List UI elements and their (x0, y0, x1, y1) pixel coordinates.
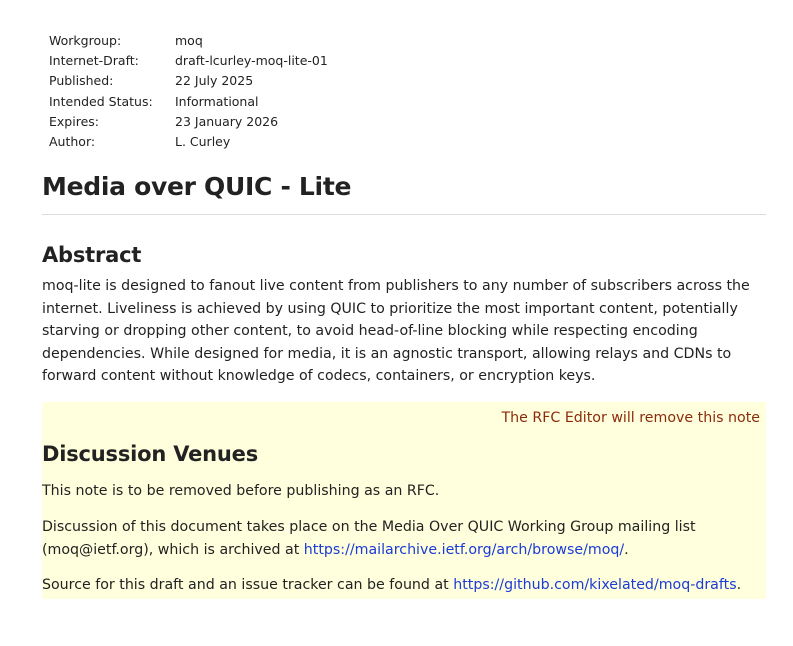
meta-label: Workgroup: (49, 33, 122, 48)
meta-value: 23 January 2026 (175, 113, 279, 129)
meta-row-workgroup (49, 31, 766, 51)
meta-value: L. Curley (175, 134, 231, 150)
abstract-section (42, 243, 766, 388)
meta-row-published (49, 71, 766, 91)
discussion-venues-heading: Discussion Venues (42, 441, 259, 466)
meta-label: Published: (49, 73, 114, 89)
meta-label: Internet-Draft: (49, 53, 139, 69)
rfc-editor-note (42, 402, 766, 599)
discussion-text: Discussion of this document takes place on the Media Over QUIC Working Group mailing list (moq@ietf.org), which is archived at (42, 518, 696, 558)
mailarchive-link[interactable]: https://mailarchive.ietf.org/arch/browse/moq/ (303, 541, 625, 558)
meta-row-author (49, 132, 766, 152)
source-text-end: . (736, 576, 742, 593)
meta-label: Author: (49, 134, 96, 150)
meta-value: 22 July 2025 (175, 73, 254, 89)
document-metadata (49, 31, 766, 152)
meta-row-intended-status (49, 92, 766, 112)
page-title: Media over QUIC - Lite (42, 172, 766, 215)
meta-value: moq (175, 33, 203, 48)
discussion-text-end: . (624, 541, 629, 558)
meta-value: draft-lcurley-moq-lite-01 (175, 53, 328, 69)
meta-row-expires (49, 112, 766, 132)
abstract-text: moq-lite is designed to fanout live content from publishers to any number of subscribers across the internet. Liveliness is achieved by using QUIC to prioritize the most important content, potentially starving or dropping other content, to avoid head-of-line blocking while respecting encoding dependencies. While designed for media, it is an agnostic transport, allowing relays and CDNs to forward content without knowledge of codecs, containers, or encryption keys. (42, 278, 750, 385)
meta-value: Informational (175, 93, 259, 109)
meta-row-internet-draft (49, 51, 766, 71)
meta-label: Intended Status: (49, 93, 153, 109)
source-text: Source for this draft and an issue tracker can be found at (42, 576, 454, 593)
note-paragraph-removal: This note is to be removed before publishing as an RFC. (42, 482, 440, 499)
abstract-heading: Abstract (42, 243, 142, 268)
meta-label: Expires: (49, 113, 99, 129)
rfc-editor-note-label: The RFC Editor will remove this note (501, 409, 760, 426)
github-link[interactable]: https://github.com/kixelated/moq-drafts (453, 576, 737, 593)
note-paragraph-discussion (42, 516, 760, 562)
note-paragraph-source (42, 574, 760, 597)
document-page (42, 0, 766, 599)
